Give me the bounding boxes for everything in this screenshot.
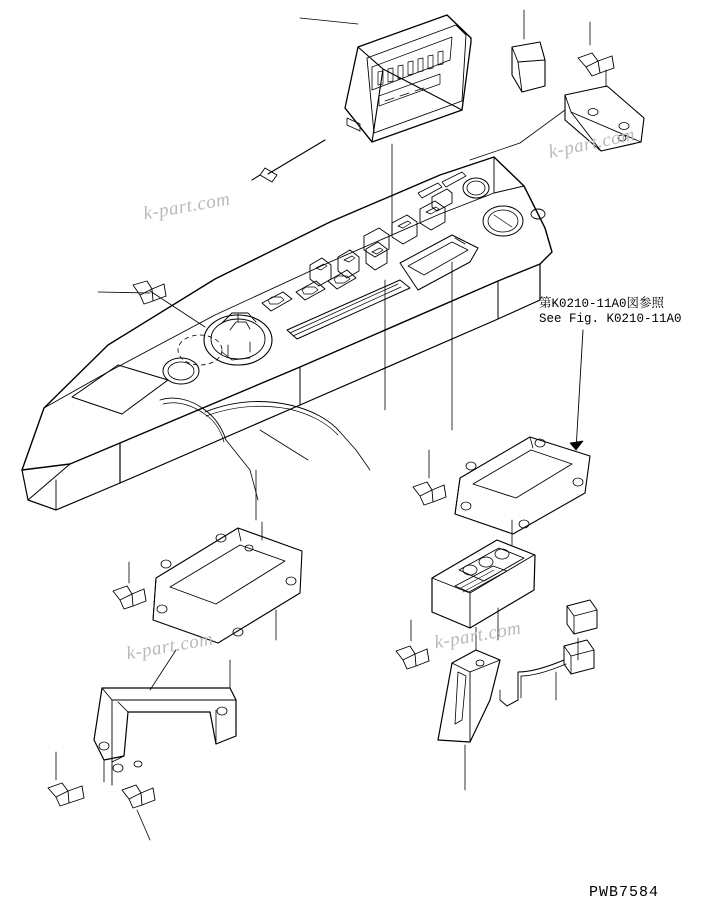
watermark-2: k-part.com: [546, 124, 637, 163]
top-right-bolt: [578, 22, 614, 76]
left-mid-plate: [153, 522, 302, 643]
see-figure-note-en: See Fig. K0210-11A0: [539, 312, 682, 326]
watermark-3: k-part.com: [124, 628, 215, 665]
watermark-1: k-part.com: [141, 188, 232, 225]
top-control-box: [252, 15, 471, 182]
bottom-left-bolt: [48, 752, 84, 806]
right-lower-bolt: [396, 620, 429, 669]
see-figure-note: [539, 297, 682, 327]
bottom-mid-bolt: [122, 785, 155, 840]
right-upper-plate: [455, 437, 590, 534]
watermark-4: k-part.com: [432, 617, 523, 654]
left-bolt-upper: [133, 281, 166, 304]
top-right-cover: [512, 10, 545, 92]
right-plate-bolt: [413, 450, 446, 505]
main-console-body: [22, 157, 552, 510]
right-connectors: [500, 600, 597, 706]
figure-part-number: PWB7584: [589, 884, 660, 901]
see-figure-note-jp: 第K0210-11A0図参照: [539, 297, 665, 311]
left-mid-bolt: [113, 562, 146, 609]
left-lower-bracket: [94, 660, 236, 785]
